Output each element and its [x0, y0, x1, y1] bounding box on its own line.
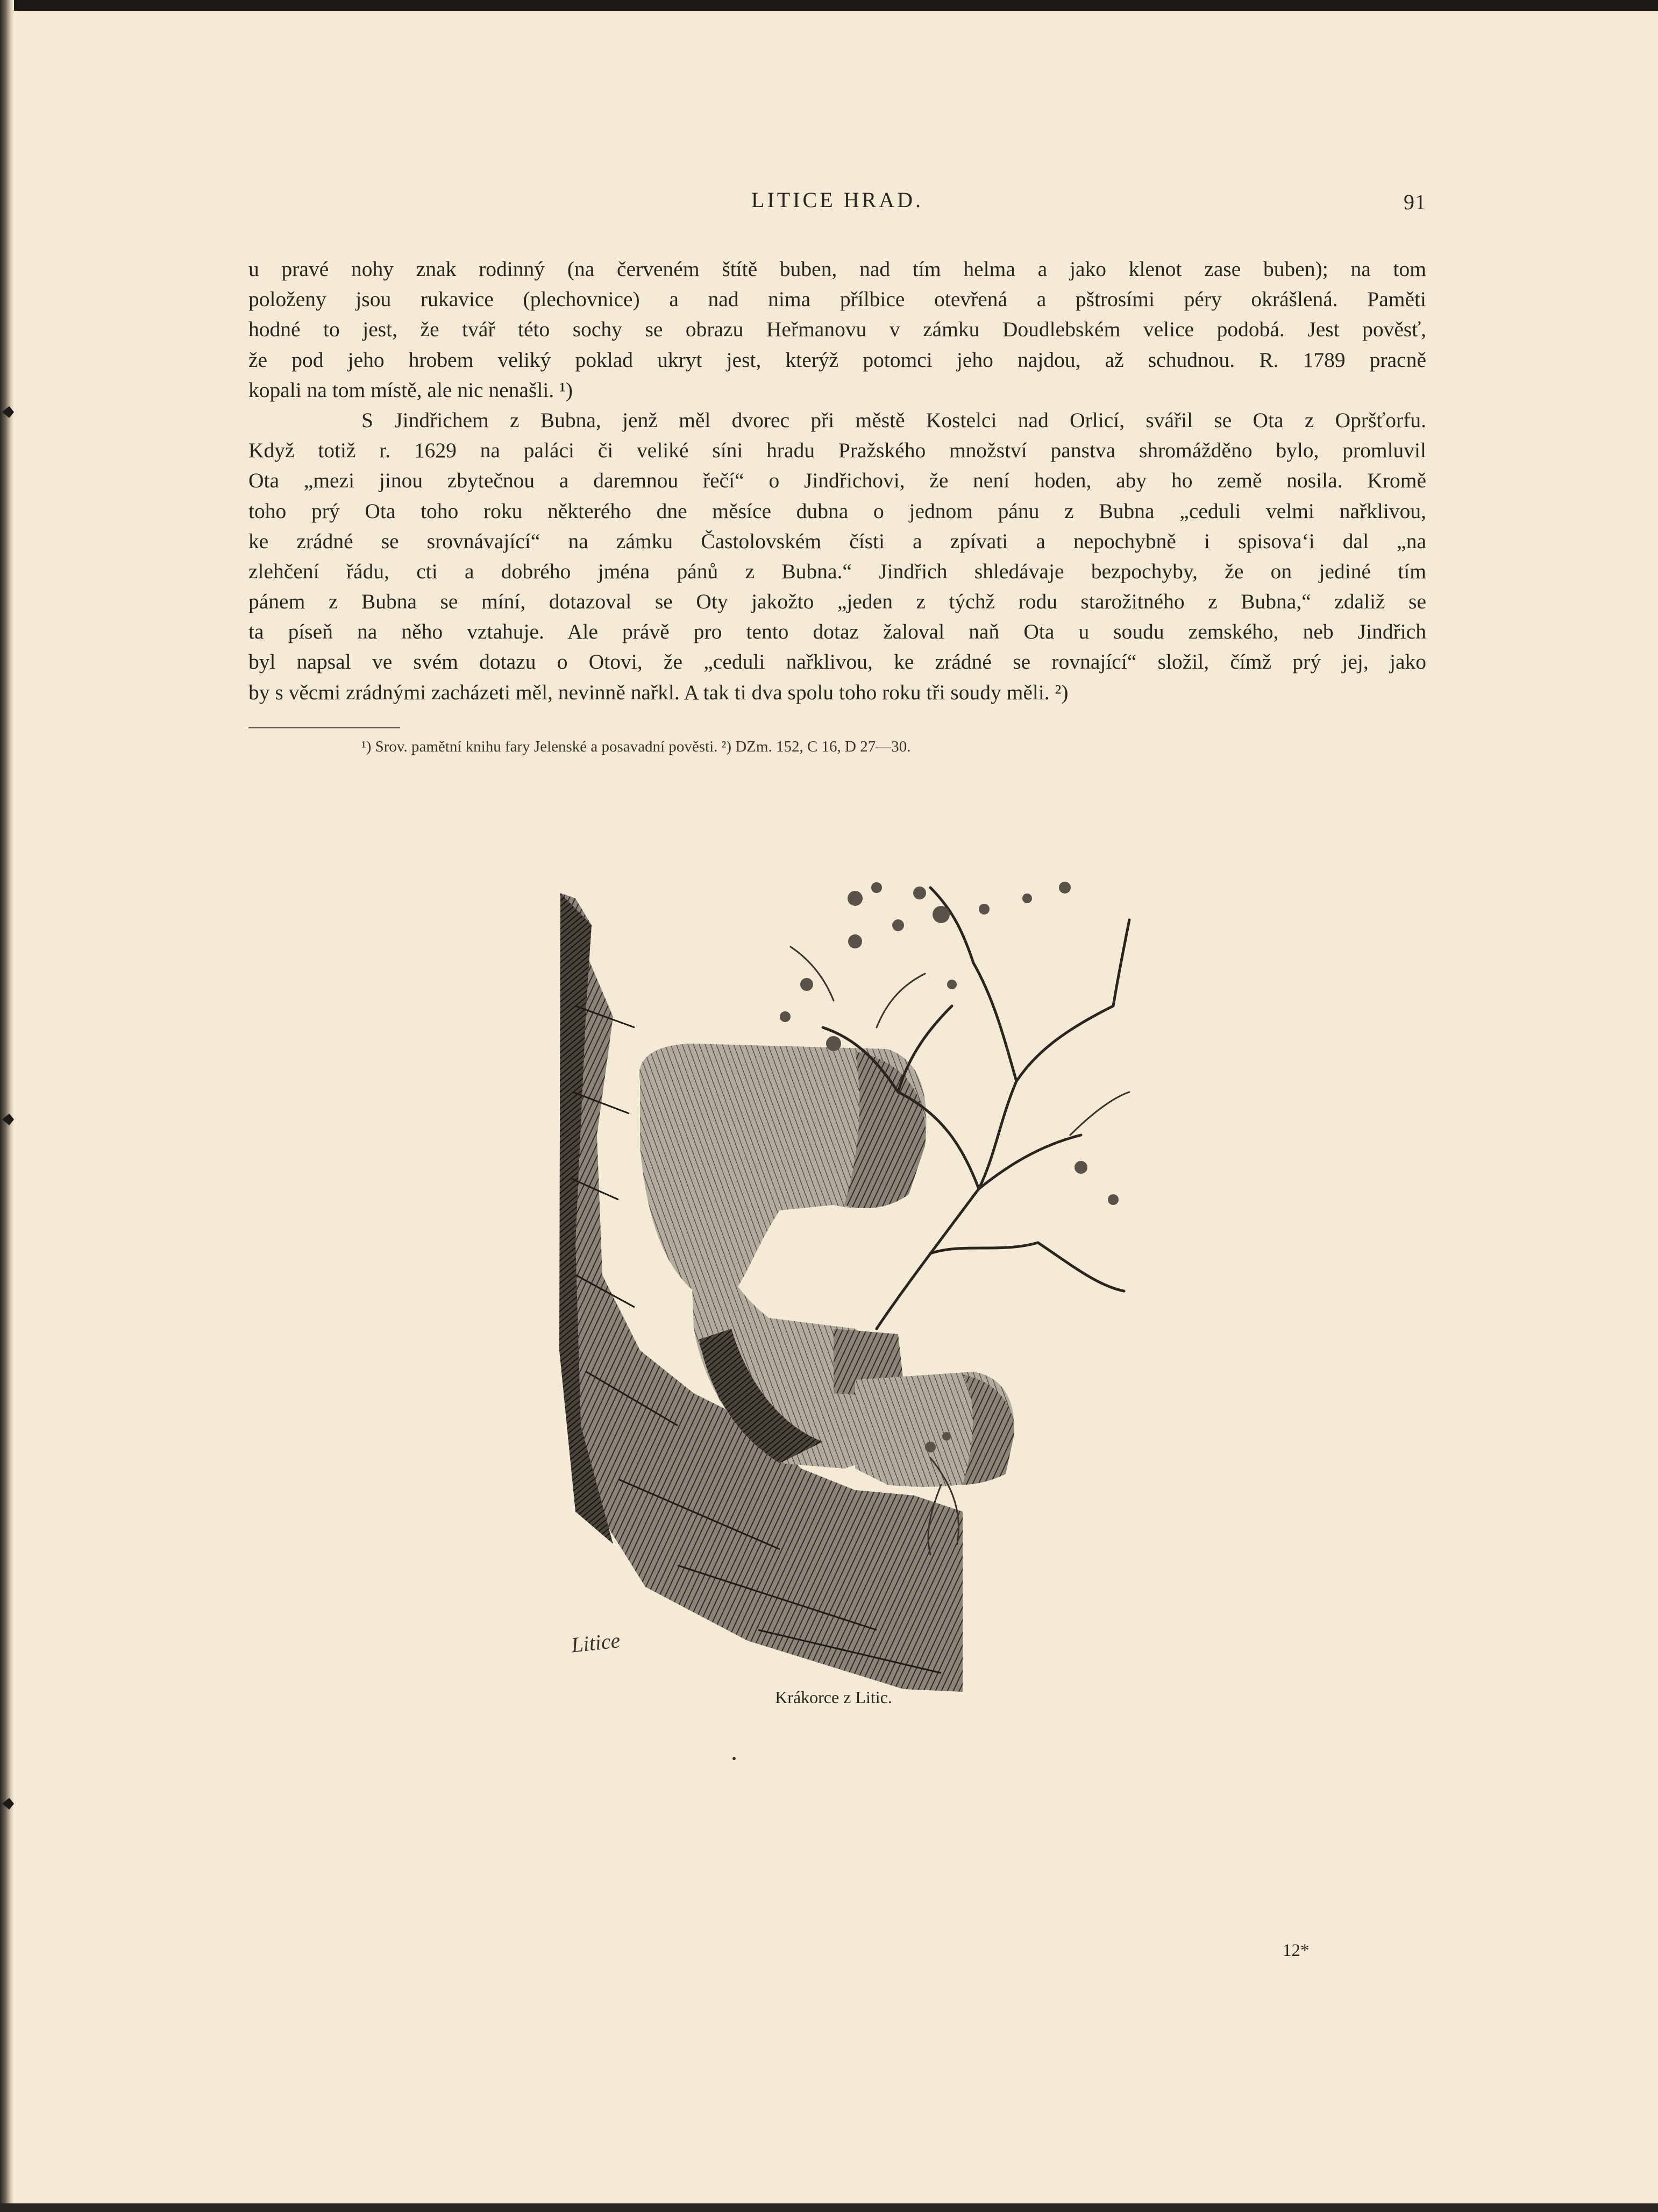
text-line: ke zrádné se srovnávající“ na zámku Častolovském čísti a zpívati a nepochybně i spisova‘i dal „na — [248, 529, 1426, 553]
text-line: Když totiž r. 1629 na paláci či veliké síni hradu Pražského množství panstva shromážděno bylo, promluvil — [248, 438, 1426, 463]
artist-signature: Litice — [570, 1628, 622, 1657]
text-line: že pod jeho hrobem veliký poklad ukryt jest, kterýž potomci jeho najdou, až schudnou. R. 1789 pracně — [248, 348, 1426, 372]
scan-bottom-border — [0, 2203, 1658, 2212]
paragraph-start-line: S Jindřichem z Bubna, jenž měl dvorec při městě Kostelci nad Orlicí, svářil se Ota z Opršťorfu. — [361, 408, 1426, 432]
text-line: položeny jsou rukavice (plechovnice) a nad nima přílbice otevřená a pštrosími péry okrášlená. Paměti — [248, 287, 1426, 311]
scan-binding-edge — [0, 0, 14, 2212]
text-line: u pravé nohy znak rodinný (na červeném štítě buben, nad tím helma a jako klenot zase buben); na tom — [248, 257, 1426, 281]
text-line: zlehčení řádu, cti a dobrého jména pánů z Bubna.“ Jindřich shledávaje bezpochyby, že on jediné tím — [248, 559, 1426, 583]
text-line: by s věcmi zrádnými zacházeti měl, nevinně nařkl. A tak ti dva spolu toho roku tři soudy měli. ²) — [248, 680, 1069, 704]
text-line: hodné to jest, že tvář této sochy se obrazu Heřmanovu v zámku Doudlebském velice podobá. Jest pověsť, — [248, 317, 1426, 342]
engraving-drawing — [554, 866, 1135, 1692]
ink-dot — [732, 1757, 736, 1760]
text-line: byl napsal ve svém dotazu o Otovi, že „ceduli nařklivou, ke zrádné se rovnající“ složil, čímž prý jej, jako — [248, 650, 1426, 674]
illustration-corbels — [554, 866, 1135, 1692]
text-line: toho prý Ota toho roku některého dne měsíce dubna o jednom pánu z Bubna „ceduli velmi nařklivou, — [248, 499, 1426, 523]
page-number: 91 — [1404, 190, 1426, 214]
text-line: pánem z Bubna se míní, dotazoval se Oty jakožto „jeden z týchž rodu starožitného z Bubna,“ zdaliž se — [248, 590, 1426, 614]
body-text — [248, 254, 1426, 707]
text-line: ta píseň na něho vztahuje. Ale právě pro tento dotaz žaloval naň Ota u soudu zemského, neb Jindřich — [248, 620, 1426, 644]
running-title: LITICE HRAD. — [751, 188, 923, 212]
page-header — [248, 187, 1426, 219]
text-line: kopali na tom místě, ale nic nenašli. ¹) — [248, 378, 573, 402]
text-line: Ota „mezi jinou zbytečnou a daremnou řečí“ o Jindřichovi, že není hoden, aby ho země nosila. Kromě — [248, 469, 1426, 493]
footnote-rule — [248, 727, 400, 728]
signature-mark: 12* — [1283, 1941, 1310, 1960]
illustration-caption: Krákorce z Litic. — [775, 1688, 892, 1707]
footnotes: ¹) Srov. pamětní knihu fary Jelenské a posavadní pověsti. ²) DZm. 152, C 16, D 27—30. — [361, 738, 911, 755]
scan-top-border — [0, 0, 1658, 11]
